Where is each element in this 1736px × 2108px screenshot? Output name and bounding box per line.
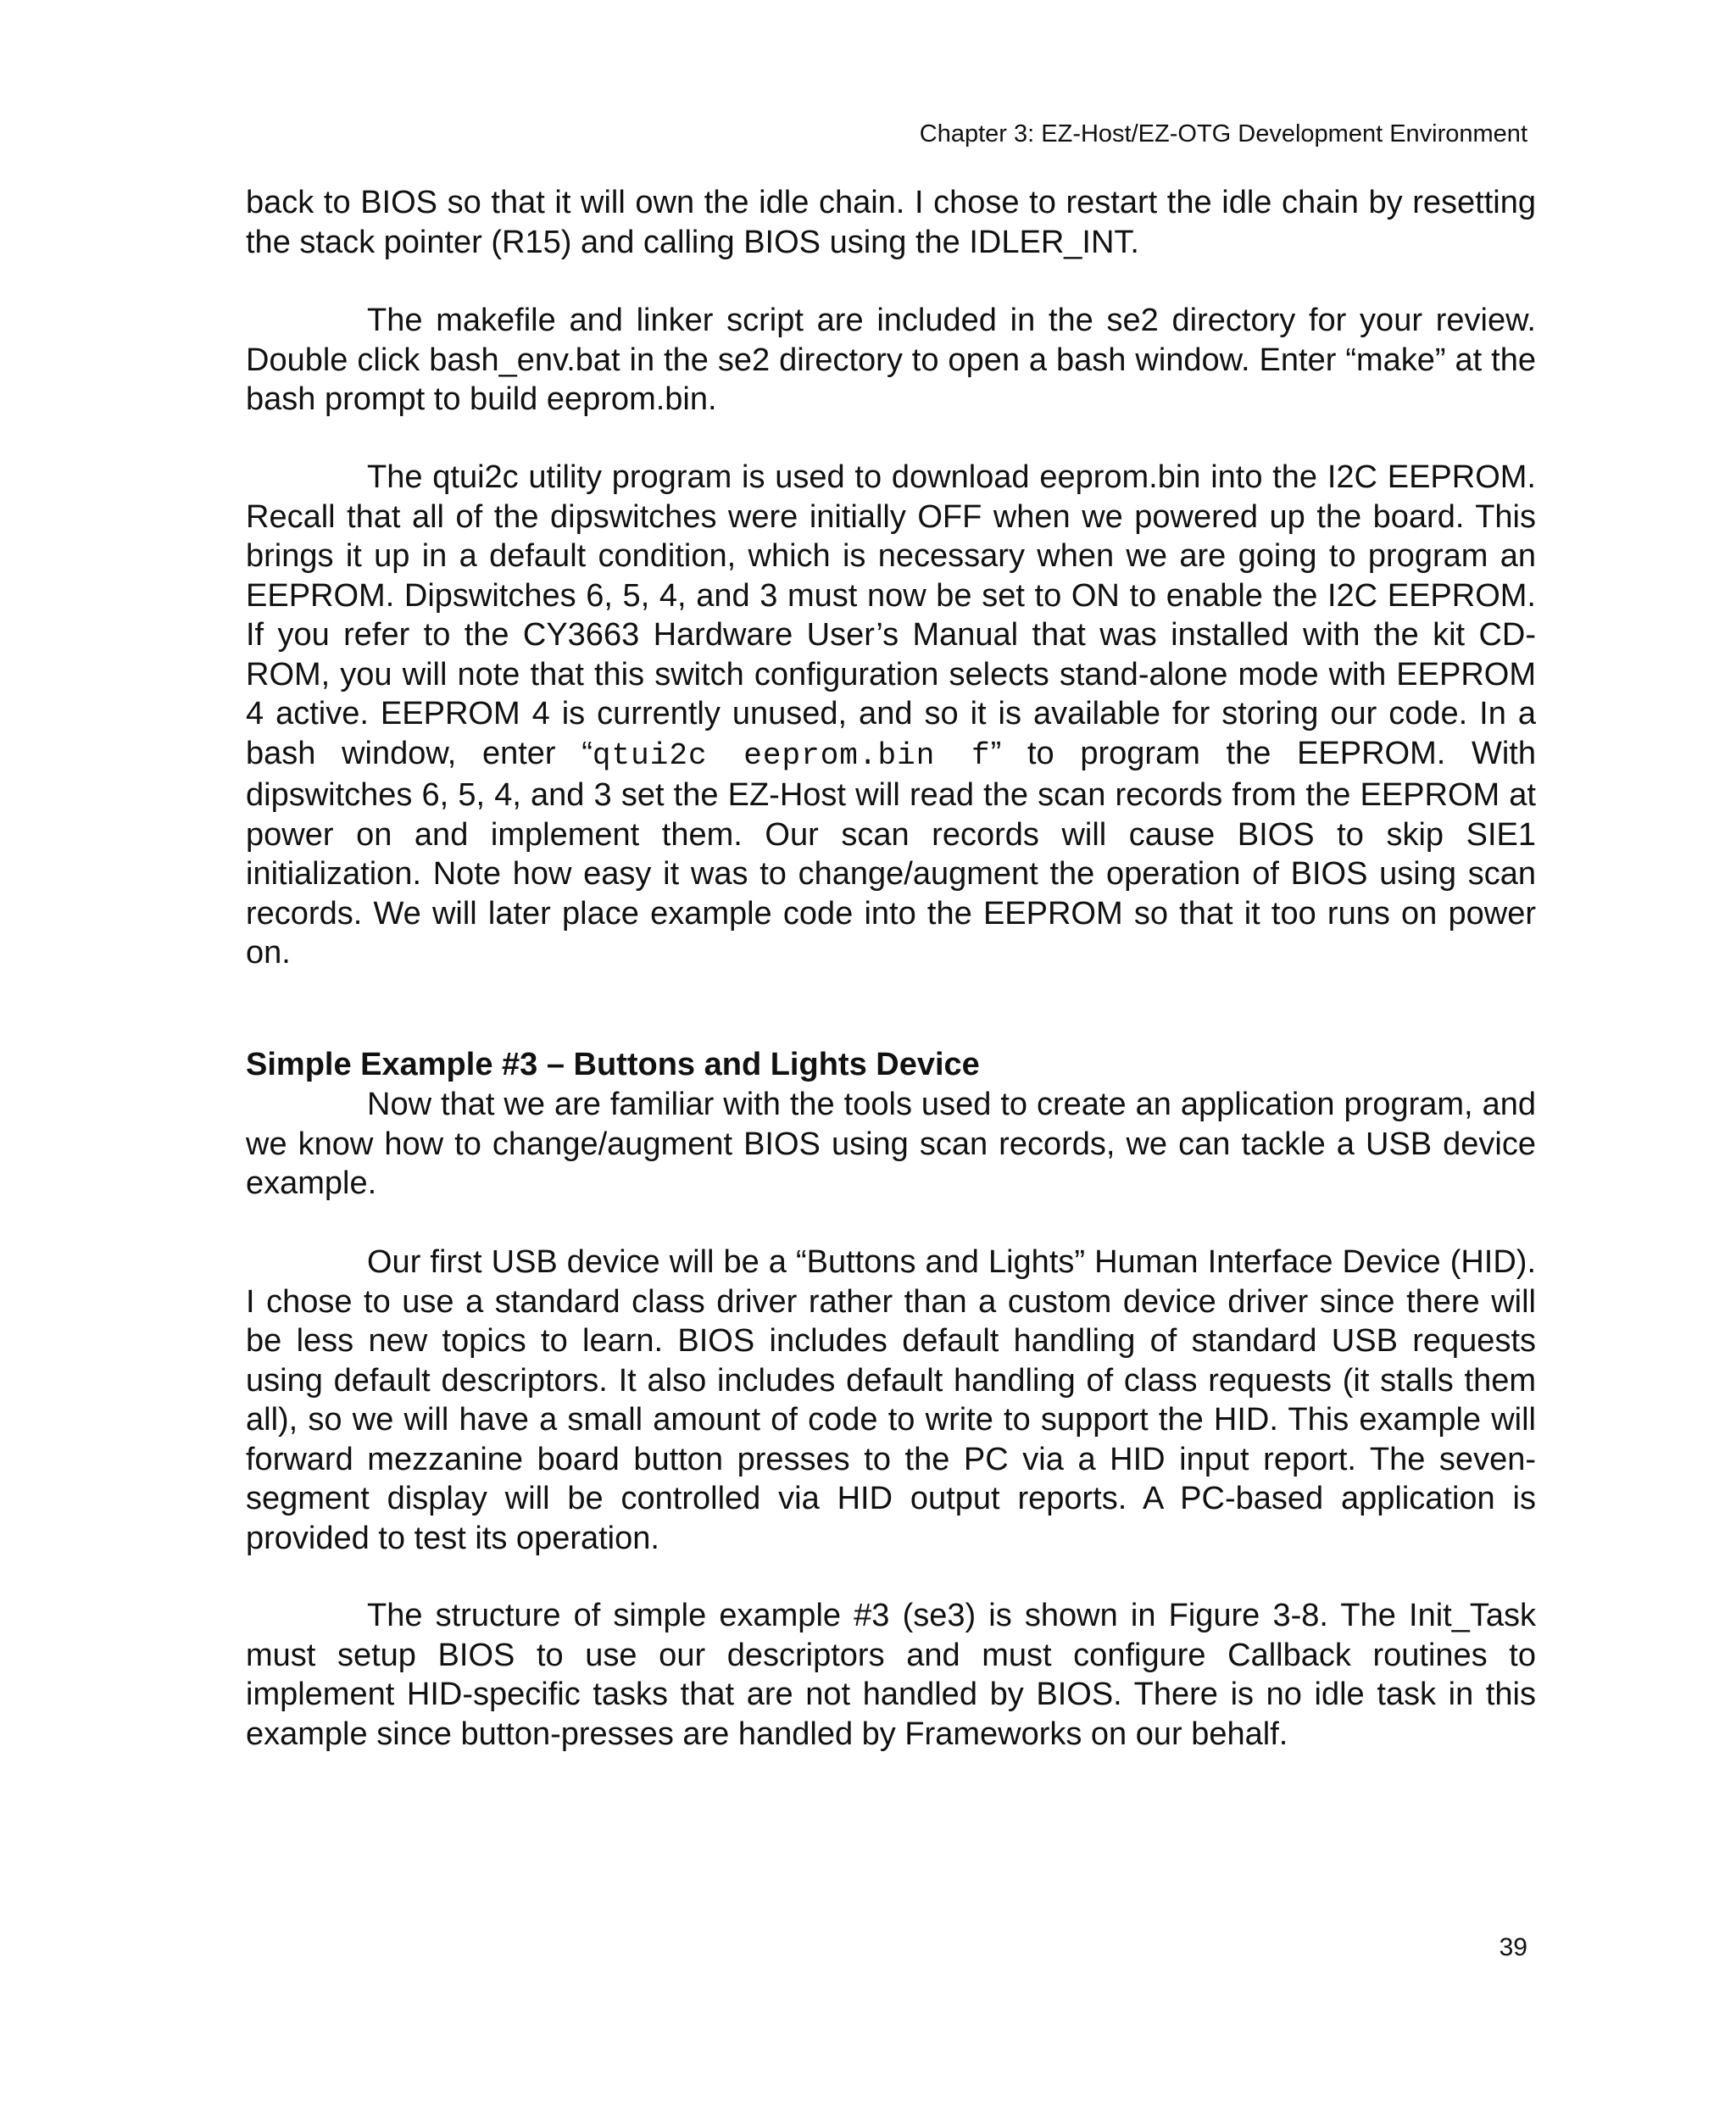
paragraph-structure: The structure of simple example #3 (se3) is shown in Figure 3-8. The Init_Task must setup BIOS to use our descriptors and must configure Callback routines to implement HID-specific tasks that are not handled by BIOS. There is no idle task in this example since button-presses are handled by Frameworks on our behalf.	[246, 1598, 1536, 1752]
paragraph-qtui2c-lead: The qtui2c utility program is used to download eeprom.bin into the I2C EEPROM. Recall that all of the dipswitches were initially OFF when we powered up the board. This brings it up in a default condition, which is necessary when we are going to program an EEPROM. Dipswitches 6, 5, 4, and 3 must now be set to ON to enable the I2C EEPROM. If you refer to the CY3663 Hardware User’s Manual that was installed with the kit CD-ROM, you will note that this switch configuration selects stand-alone mode with EEPROM 4 active. EEPROM 4 is currently unused, and so it is available for storing our code. In a bash window, enter “	[246, 459, 1536, 771]
paragraph-intro-usb: Now that we are familiar with the tools used to create an application program, and we know how to change/augment BIOS using scan records, we can tackle a USB device example.	[246, 1087, 1536, 1201]
paragraph-qtui2c-tail: ” to program the EEPROM. With dipswitches 6, 5, 4, and 3 set the EZ-Host will read the scan records from the EEPROM at power on and implement them. Our scan records will cause BIOS to skip SIE1 initialization. Note how easy it was to change/augment the operation of BIOS using scan records. We will later place example code into the EEPROM so that it too runs on power on.	[246, 735, 1537, 971]
section-heading: Simple Example #3 – Buttons and Lights Device	[246, 1047, 980, 1082]
paragraph-makefile: The makefile and linker script are included in the se2 directory for your review. Double click bash_env.bat in the se2 directory to open a bash window. Enter “make” at the bash prompt to build eeprom.bin.	[246, 303, 1536, 417]
paragraph-qtui2c	[246, 458, 1536, 973]
code-command: qtui2c eeprom.bin f	[592, 737, 991, 773]
running-header: Chapter 3: EZ-Host/EZ-OTG Development Environment	[919, 120, 1527, 147]
page-number: 39	[1499, 1933, 1527, 1961]
paragraph-idle-chain: back to BIOS so that it will own the idle chain. I chose to restart the idle chain by resetting the stack pointer (R15) and calling BIOS using the IDLER_INT.	[246, 185, 1536, 260]
paragraph-hid-device: Our first USB device will be a “Buttons and Lights” Human Interface Device (HID). I chose to use a standard class driver rather than a custom device driver since there will be less new topics to learn. BIOS includes default handling of standard USB requests using default descriptors. It also includes default handling of class requests (it stalls them all), so we will have a small amount of code to write to support the HID. This example will forward mezzanine board button presses to the PC via a HID input report. The seven-segment display will be controlled via HID output reports. A PC-based application is provided to test its operation.	[246, 1244, 1536, 1556]
